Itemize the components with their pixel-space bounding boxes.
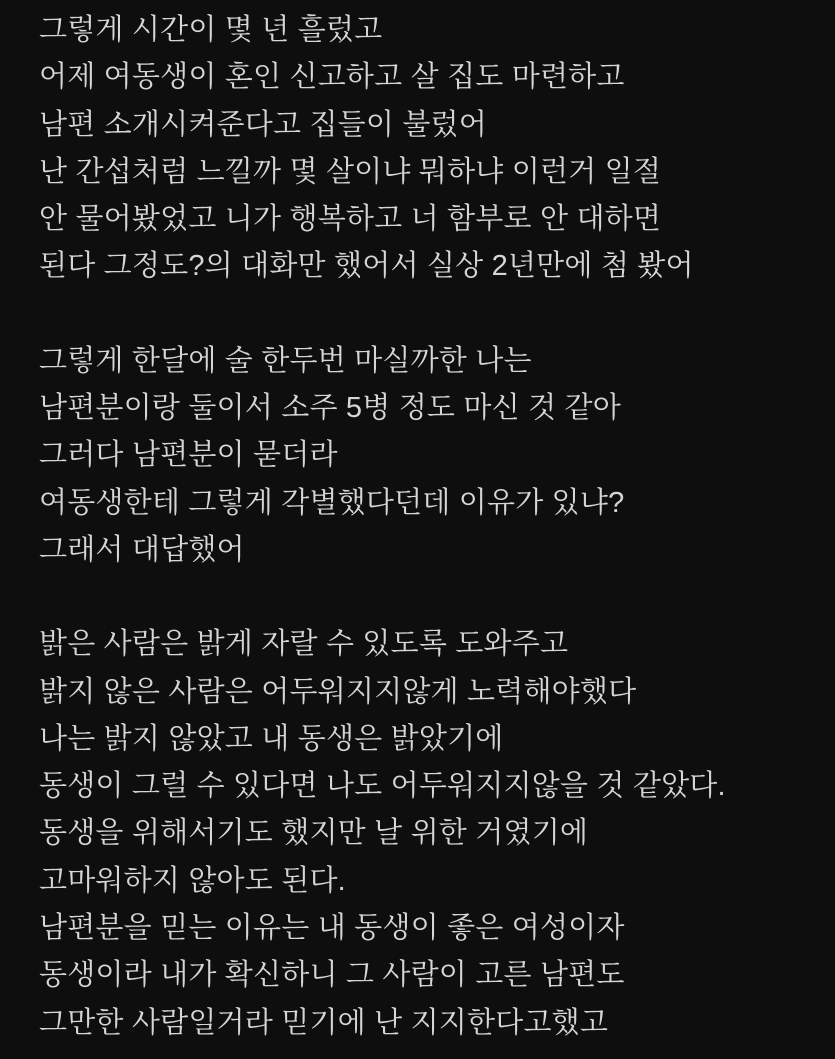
text-line: 그만한 사람일거라 믿기에 난 지지한다고했고 [39,1006,609,1039]
text-line: 된다 그정도?의 대화만 했어서 실상 2년만에 첨 봤어 [39,250,694,283]
text-line: 어제 여동생이 혼인 신고하고 살 집도 마련하고 [39,61,625,94]
text-line: 여동생한테 그렇게 각별했다던데 이유가 있냐? [39,486,625,519]
text-line: 그렇게 시간이 몇 년 흘렀고 [39,14,383,46]
text-line: 동생이 그럴 수 있다면 나도 어두워지지않을 것 같았다. [39,770,726,803]
text-line: 남편분이랑 둘이서 소주 5병 정도 마신 것 같아 [39,392,621,425]
text-line: 남편 소개시켜준다고 집들이 불렀어 [39,108,487,141]
text-line: 밝지 않은 사람은 어두워지지않게 노력해야했다 [39,675,637,708]
text-line: 그렇게 한달에 술 한두번 마실까한 나는 [39,344,532,377]
text-line: 동생이라 내가 확신하니 그 사람이 고른 남편도 [39,959,625,992]
text-line: 난 간섭처럼 느낄까 몇 살이냐 뭐하냐 이런거 일절 [39,155,662,188]
text-line: 밝은 사람은 밝게 자랄 수 있도록 도와주고 [39,628,569,661]
text-line: 동생을 위해서기도 했지만 날 위한 거였기에 [39,817,589,850]
text-line: 나는 밝지 않았고 내 동생은 밝았기에 [39,722,504,755]
text-line: 그러다 남편분이 묻더라 [39,439,338,472]
text-line: 안 물어봤었고 니가 행복하고 너 함부로 안 대하면 [39,203,662,236]
paragraph [39,338,805,574]
text-line: 남편분을 믿는 이유는 내 동생이 좋은 여성이자 [39,912,625,945]
paragraph [39,621,805,1047]
text-line: 고마워하지 않아도 된다. [39,864,346,897]
paragraph [39,7,805,291]
text-line: 그래서 대답했어 [39,533,245,566]
